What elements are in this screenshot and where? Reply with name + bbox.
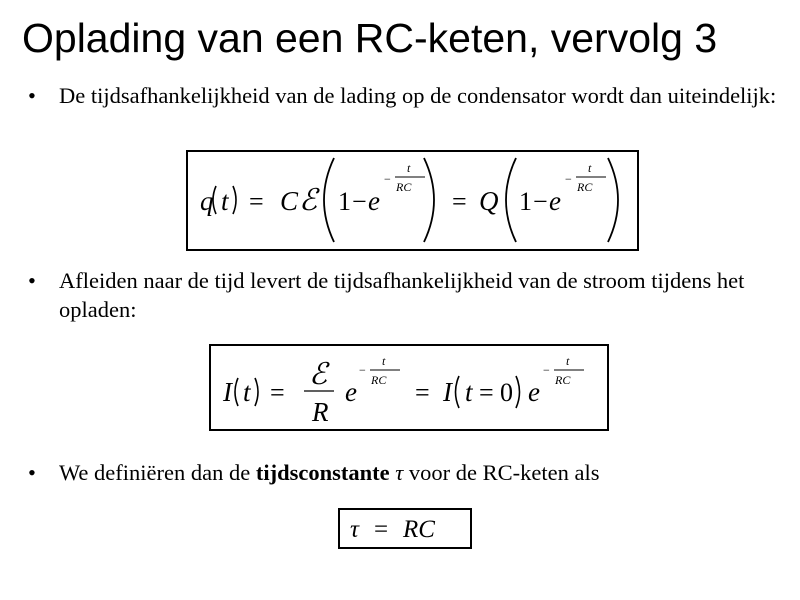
eq-t-2: t	[465, 377, 473, 407]
eq-equals-2: =	[452, 187, 467, 216]
bullet-text: De tijdsafhankelijkheid van de lading op de condensator wordt dan uiteindelijk:	[59, 83, 777, 108]
paren-right	[255, 378, 258, 406]
bullet-current	[28, 266, 788, 324]
exp-minus: −	[384, 172, 391, 186]
bullet-text-after: voor de RC-keten als	[403, 460, 600, 485]
eq-e: e	[368, 186, 380, 216]
exp-num: t	[382, 354, 386, 368]
equation-charge	[188, 152, 636, 248]
exp-num-2: t	[566, 354, 570, 368]
bullet-point: •	[28, 460, 36, 485]
equation-current	[211, 346, 606, 428]
exp-num: t	[407, 161, 411, 175]
eq-I: I	[223, 377, 232, 407]
eq-emf: ℰ	[299, 184, 318, 217]
bullet-point: •	[28, 268, 36, 293]
eq-t: t	[221, 186, 229, 216]
eq-one: 1	[338, 187, 351, 216]
big-paren-right	[424, 158, 434, 242]
paren-right	[233, 186, 236, 214]
eq-t: t	[243, 377, 251, 407]
eq-Q: Q	[479, 186, 499, 216]
exp-minus-2: −	[543, 363, 550, 377]
big-paren-right-2	[608, 158, 618, 242]
paren-left	[235, 378, 238, 406]
eq-minus-2: −	[533, 187, 548, 216]
eq-zero: 0	[500, 378, 513, 407]
eq-q: q	[200, 186, 214, 216]
exp-den: RC	[371, 373, 387, 387]
eq-equals: =	[374, 516, 389, 543]
eq-one-2: 1	[519, 187, 532, 216]
eq-equals: =	[249, 187, 264, 216]
exp-den-2: RC	[555, 373, 571, 387]
slide-title: Oplading van een RC-keten, vervolg 3	[22, 15, 718, 61]
eq-e-2: e	[549, 186, 561, 216]
bullet-text: Afleiden naar de tijd levert de tijdsafhankelijkheid van de stroom tijdens het opladen:	[59, 268, 745, 322]
bullet-text-before: We definiëren dan de	[59, 460, 256, 485]
big-paren-left	[324, 158, 334, 242]
eq-tau: τ	[350, 516, 359, 543]
bullet-bold-term: tijdsconstante	[255, 460, 390, 485]
paren-right-2	[516, 376, 520, 408]
frac-emf: ℰ	[309, 358, 328, 391]
eq-arg-equals: =	[479, 378, 494, 407]
exp-den: RC	[396, 180, 412, 194]
bullet-tau	[28, 458, 788, 487]
equation-current-box	[209, 344, 609, 431]
big-paren-left-2	[506, 158, 516, 242]
equation-tau	[340, 510, 469, 546]
bullet-charge	[28, 81, 788, 110]
exp-den-2: RC	[577, 180, 593, 194]
eq-RC: RC	[403, 516, 435, 543]
exp-minus-2: −	[565, 172, 572, 186]
exp-minus: −	[359, 363, 366, 377]
eq-e-2: e	[528, 377, 540, 407]
eq-I-2: I	[443, 377, 452, 407]
eq-C: C	[280, 186, 299, 216]
eq-minus: −	[352, 187, 367, 216]
equation-tau-box	[338, 508, 472, 549]
bullet-point: •	[28, 83, 36, 108]
exp-num-2: t	[588, 161, 592, 175]
eq-equals-2: =	[415, 378, 430, 407]
eq-e: e	[345, 377, 357, 407]
paren-left-2	[456, 376, 460, 408]
eq-equals: =	[270, 378, 285, 407]
equation-charge-box	[186, 150, 639, 251]
frac-R: R	[312, 397, 329, 427]
tau-symbol: τ	[395, 460, 404, 485]
bullet-text	[59, 458, 788, 487]
